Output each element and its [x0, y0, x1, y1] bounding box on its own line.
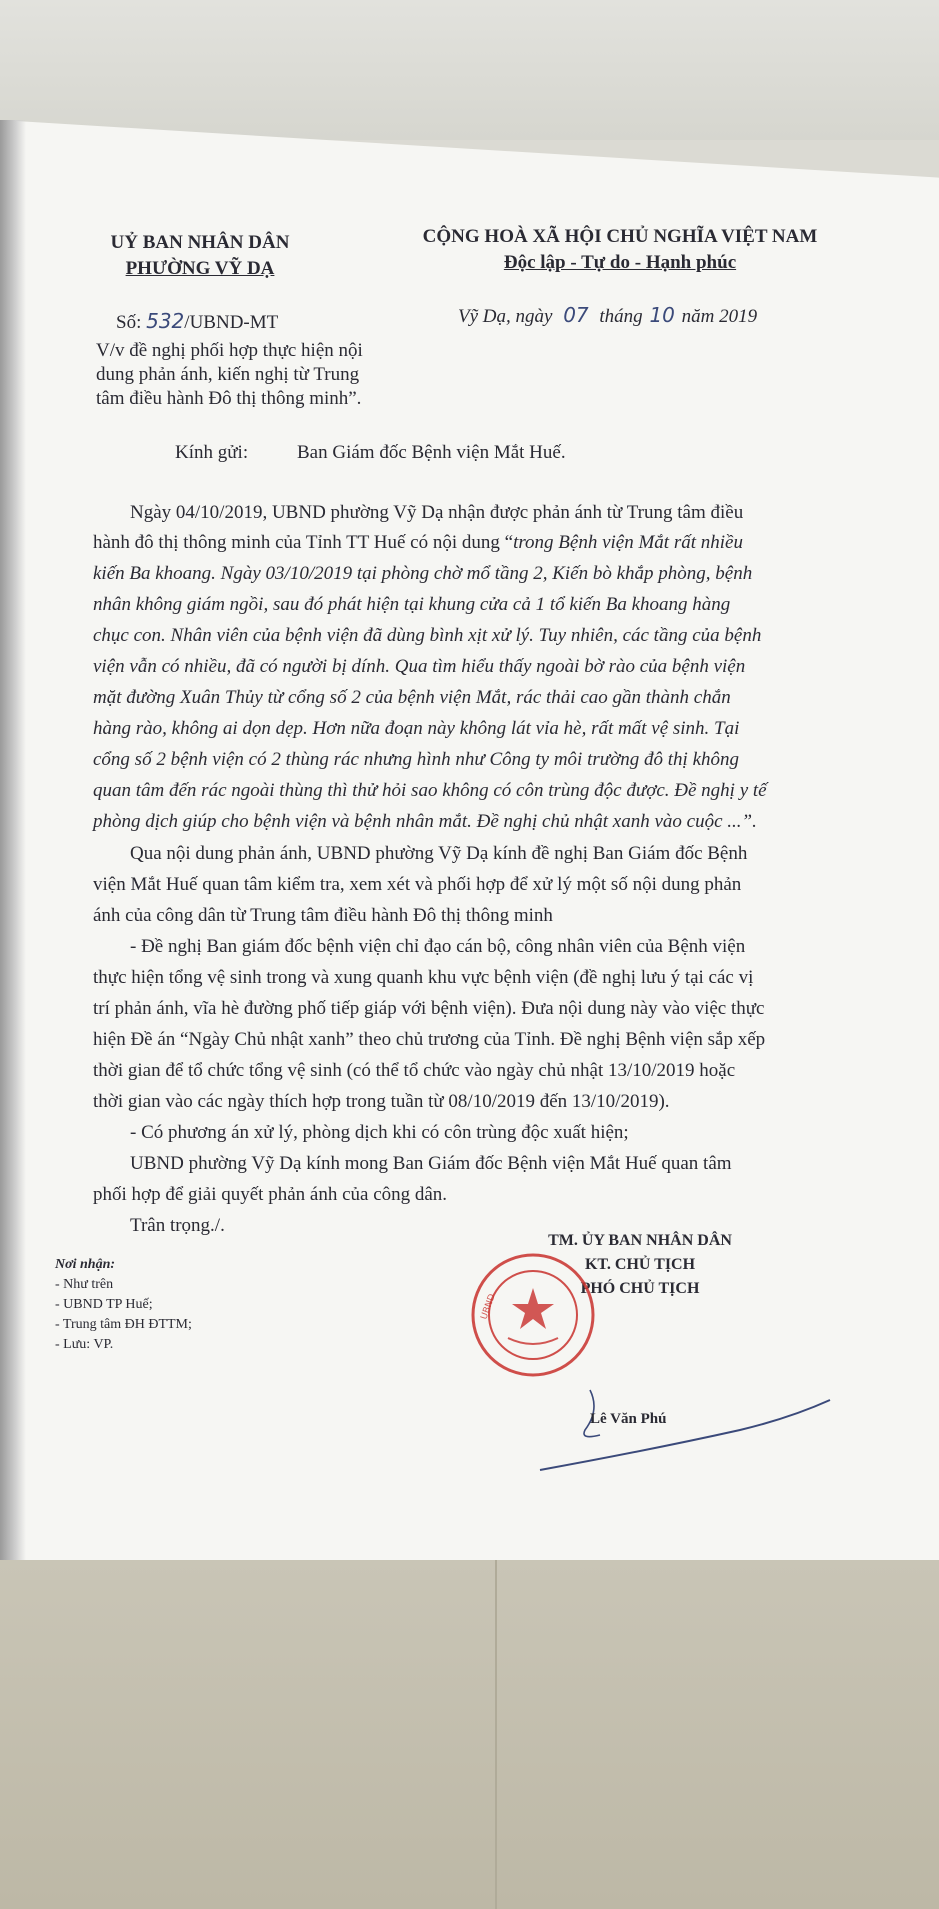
p1-line-1: Ngày 04/10/2019, UBND phường Vỹ Dạ nhận được phản ánh từ Trung tâm điều [130, 502, 744, 523]
p5-line-1: UBND phường Vỹ Dạ kính mong Ban Giám đốc Bệnh viện Mắt Huế quan tâm [130, 1153, 732, 1174]
date-prefix: Vỹ Dạ, ngày [458, 306, 553, 327]
p3-line-3: trí phản ánh, vĩa hè đường phố tiếp giáp với bệnh viện). Đưa nội dung này vào việc thực [93, 998, 765, 1019]
national-motto: Độc lập - Tự do - Hạnh phúc [503, 252, 737, 273]
date-month-handwritten: 10 [649, 303, 675, 327]
p1-line-10: quan tâm đến rác ngoài thùng thì thử hỏi sao không có côn trùng độc được. Đề nghị y tế [93, 780, 767, 801]
p3-line-6: thời gian vào các ngày thích hợp trong tuần từ 08/10/2019 đến 13/10/2019). [93, 1091, 670, 1112]
p1-line-4: nhân không giám ngồi, sau đó phát hiện tại khung cửa cả 1 tổ kiến Ba khoang hàng [93, 594, 731, 615]
signature-role: KT. CHỦ TỊCH [584, 1256, 696, 1273]
recipients-item: - Lưu: VP. [55, 1337, 114, 1352]
svg-text:UBND: UBND [479, 1292, 498, 1322]
background-floor [0, 1560, 939, 1909]
recipients-title: Nơi nhận: [55, 1257, 116, 1272]
date-day-handwritten: 07 [563, 303, 589, 327]
signature-title: PHÓ CHỦ TỊCH [580, 1280, 700, 1297]
p1-line-6: viện vẫn có nhiều, đã có người bị dính. Qua tìm hiểu thấy ngoài bờ rào của bệnh viện [93, 656, 746, 677]
floor-seam [495, 1560, 497, 1909]
p1-line-8: hàng rào, không ai dọn dẹp. Hơn nữa đoạn này không lát vỉa hè, rất mất vệ sinh. Tại [93, 718, 740, 739]
p1-line-3: kiến Ba khoang. Ngày 03/10/2019 tại phòng chờ mổ tầng 2, Kiến bò khắp phòng, bệnh [93, 563, 753, 584]
signer-name: Lê Văn Phú [590, 1411, 667, 1427]
page-edge-shadow [0, 120, 26, 1560]
official-seal-stamp [468, 1250, 598, 1380]
recipient-name: Ban Giám đốc Bệnh viện Mắt Huế. [297, 442, 566, 463]
p3-line-4: hiện Đề án “Ngày Chủ nhật xanh” theo chủ trương của Tỉnh. Đề nghị Bệnh viện sắp xếp [93, 1029, 766, 1050]
closing-greeting: Trân trọng./. [130, 1215, 225, 1236]
p2-line-3: ánh của công dân từ Trung tâm điều hành Đô thị thông minh [93, 905, 553, 926]
p2-line-1: Qua nội dung phản ánh, UBND phường Vỹ Dạ kính đề nghị Ban Giám đốc Bệnh [130, 843, 748, 864]
p1-line-2-text: hành đô thị thông minh của Tỉnh TT Huế có nội dung “ [93, 532, 514, 553]
date-month-label: tháng [599, 306, 643, 327]
date-year: năm 2019 [681, 306, 758, 327]
recipients-item: - Như trên [55, 1277, 114, 1292]
p1-line-2 [93, 532, 743, 554]
ward-name: PHƯỜNG VỸ DẠ [125, 258, 275, 279]
subject-line-2: dung phản ánh, kiến nghị từ Trung [96, 364, 360, 385]
p5-line-2: phối hợp để giải quyết phản ánh của công dân. [93, 1184, 448, 1205]
p3-line-2: thực hiện tổng vệ sinh trong và xung quanh khu vực bệnh viện (đề nghị lưu ý tại các vị [93, 967, 754, 988]
p3-line-5: thời gian để tổ chức tổng vệ sinh (có thể tổ chức vào ngày chủ nhật 13/10/2019 hoặc [93, 1060, 736, 1081]
p1-line-9: cổng số 2 bệnh viện có 2 thùng rác nhưng hình như Công ty môi trường đô thị không [93, 749, 739, 770]
p1-line-5: chục con. Nhân viên của bệnh viện đã dùng bình xịt xử lý. Tuy nhiên, các tầng của bệnh [93, 625, 762, 646]
document-number [116, 310, 278, 334]
p3-line-1: - Đề nghị Ban giám đốc bệnh viện chỉ đạo cán bộ, công nhân viên của Bệnh viện [130, 936, 746, 957]
doc-number-handwritten: 532 [146, 309, 185, 333]
p1-line-11: phòng dịch giúp cho bệnh viện và bệnh nhân mắt. Đề nghị chủ nhật xanh vào cuộc ...”. [93, 811, 757, 832]
p1-line-2-italic: trong Bệnh viện Mắt rất nhiều [513, 532, 743, 553]
date-line [458, 304, 757, 328]
agency-name: UỶ BAN NHÂN DÂN [110, 232, 290, 253]
p1-line-7: mặt đường Xuân Thủy từ cổng số 2 của bệnh viện Mắt, rác thải cao gần thành chắn [93, 687, 731, 708]
handwritten-signature [530, 1370, 850, 1480]
signature-authority: TM. ỦY BAN NHÂN DÂN [548, 1232, 732, 1249]
doc-number-suffix: /UBND-MT [184, 312, 279, 333]
p4-line: - Có phương án xử lý, phòng dịch khi có côn trùng độc xuất hiện; [130, 1122, 629, 1143]
national-title: CỘNG HOÀ XÃ HỘI CHỦ NGHĨA VIỆT NAM [422, 226, 818, 247]
subject-line-3: tâm điều hành Đô thị thông minh”. [96, 388, 362, 409]
doc-number-prefix: Số: [116, 312, 142, 333]
recipients-item: - UBND TP Huế; [55, 1297, 153, 1312]
background-top [0, 0, 939, 140]
recipients-item: - Trung tâm ĐH ĐTTM; [55, 1317, 192, 1332]
subject-line-1: V/v đề nghị phối hợp thực hiện nội [96, 340, 363, 361]
p2-line-2: viện Mắt Huế quan tâm kiểm tra, xem xét và phối hợp để xử lý một số nội dung phản [93, 874, 742, 895]
recipient-label: Kính gửi: [175, 442, 249, 463]
